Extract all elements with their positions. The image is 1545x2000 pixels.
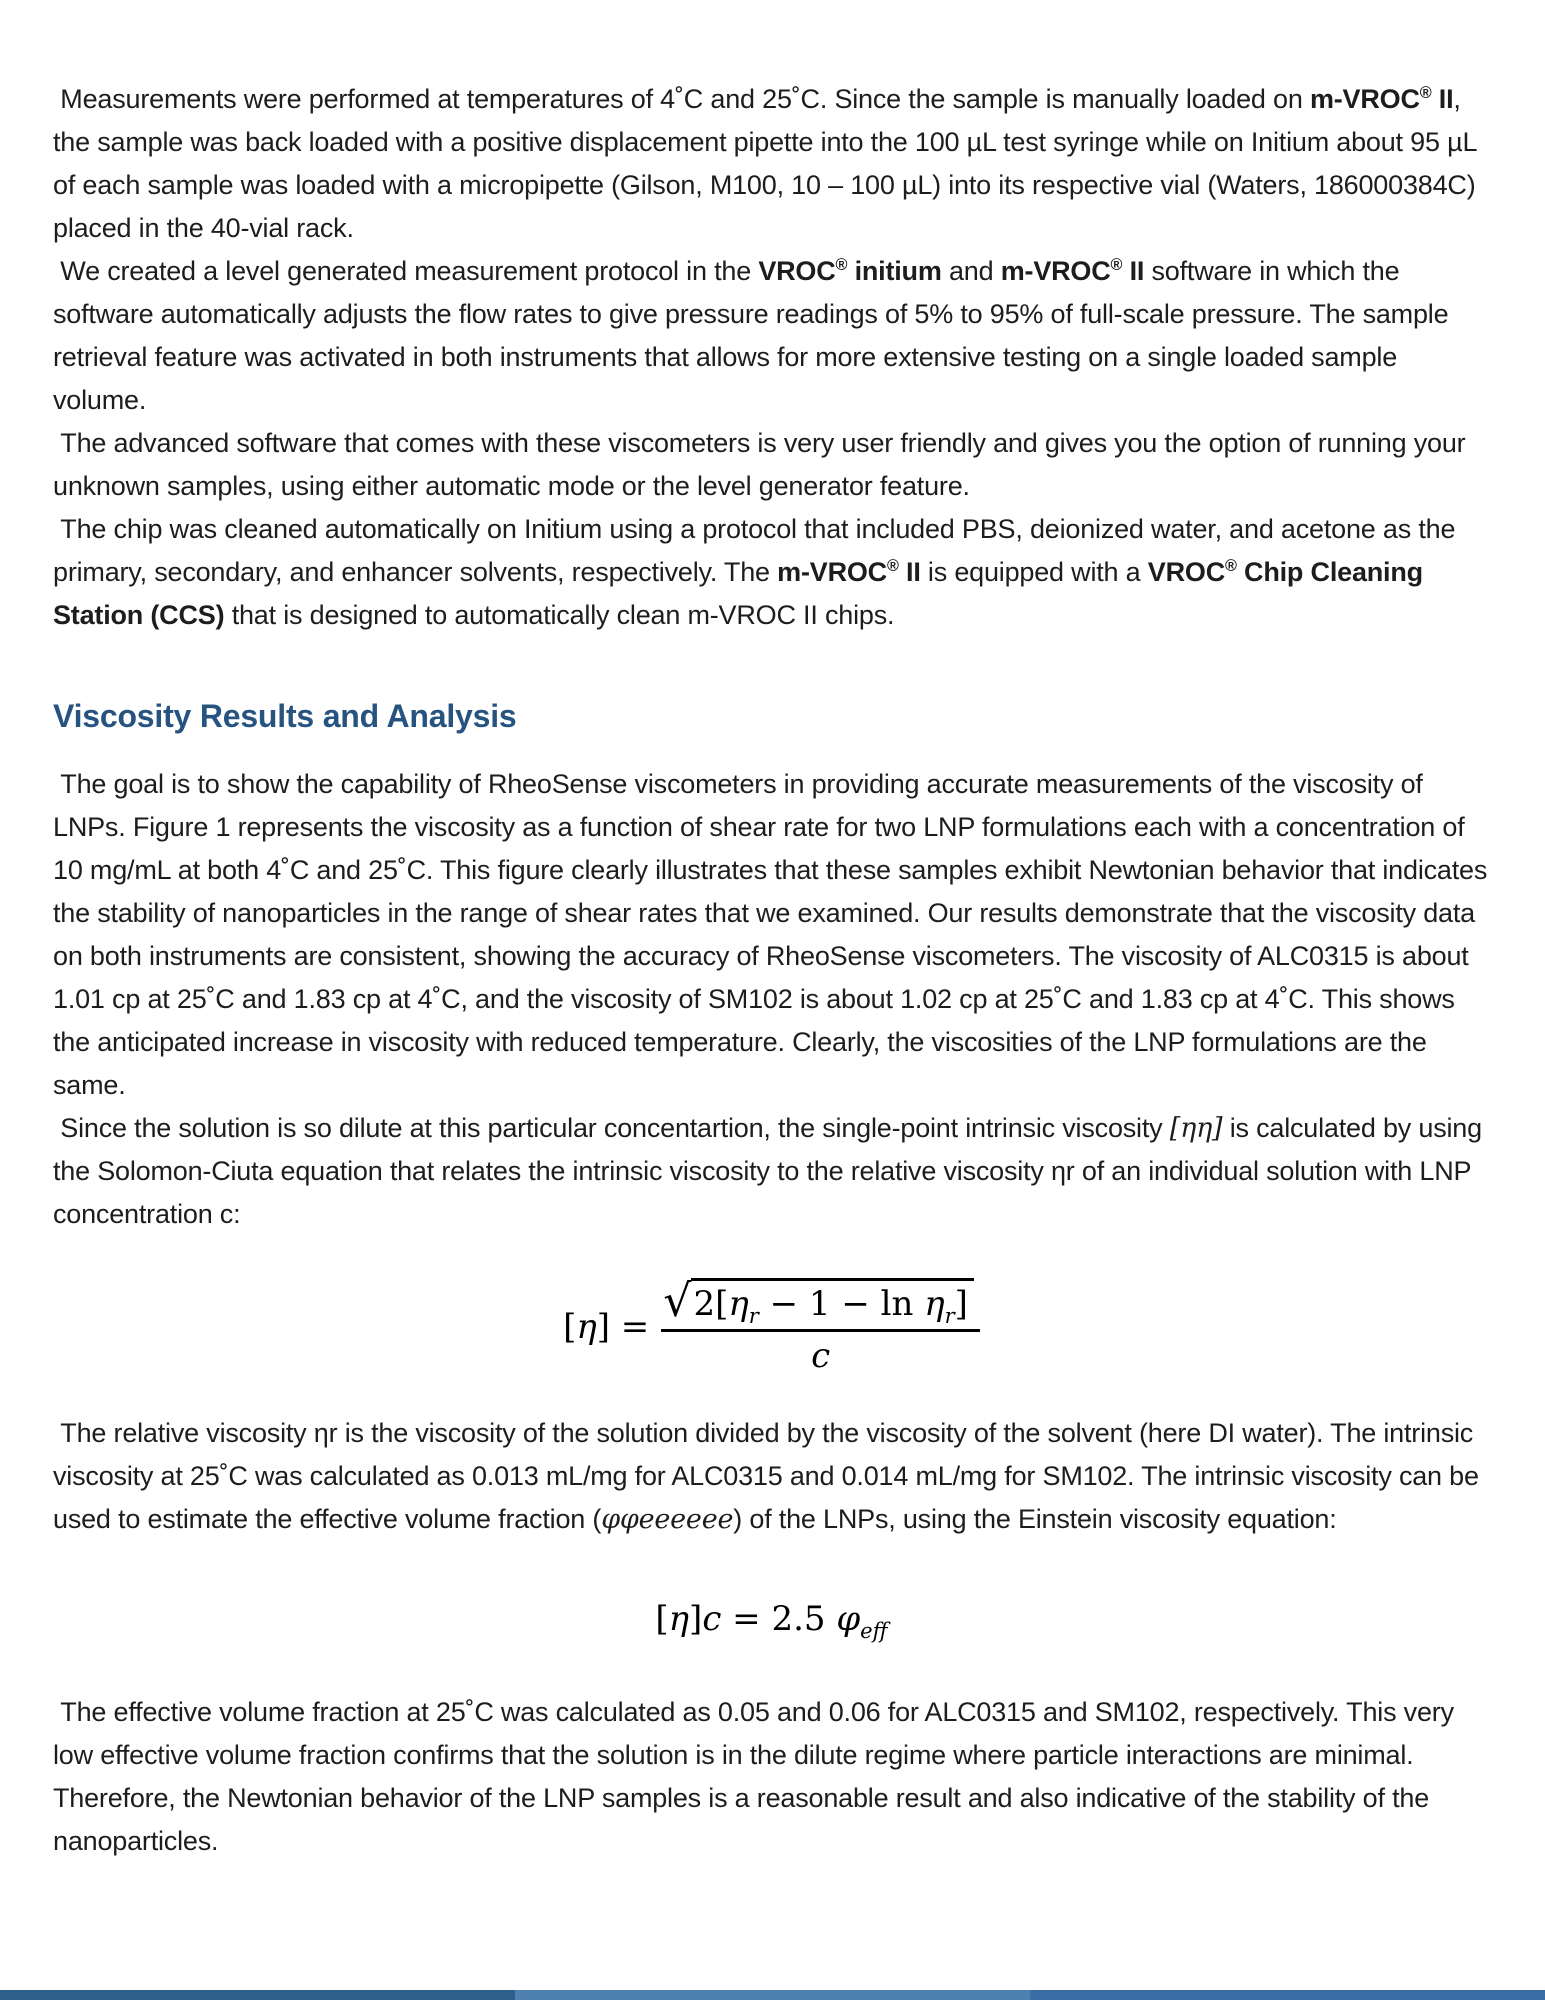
footer-accent-bar — [0, 1990, 1545, 2000]
equation-solomon-ciuta — [53, 1278, 1490, 1376]
equation-numerator — [661, 1278, 980, 1329]
equation-einstein: [η]c = 2.5 $\varphi_{eff}$ — [655, 1599, 888, 1643]
equation-denominator: c — [661, 1329, 980, 1376]
equation-left-hand-side: [η] = — [563, 1307, 650, 1347]
equation-radicand: $2[\eta_r - 1 - \ln \eta_r]$ — [691, 1278, 974, 1324]
footer-segment — [0, 1990, 515, 2000]
equation-fraction — [661, 1278, 980, 1376]
paragraph-dilute-solution: Since the solution is so dilute at this particular concentartion, the single-point intrinsic viscosity [ηη] is calculated by using the Solomon-Ciuta equation that relates the intrinsic viscosity to the relative viscosity ηr of an individual solution with LNP concentration c: — [53, 1113, 1482, 1229]
radical-sign: √ — [663, 1276, 692, 1328]
section-heading-viscosity-results: Viscosity Results and Analysis — [53, 698, 517, 734]
paragraph-chip-cleaning: The chip was cleaned automatically on Initium using a protocol that included PBS, deionized water, and acetone as the primary, secondary, and enhancer solvents, respectively. The m-VROC® II is equipped with a VROC® Chip Cleaning Station (CCS) that is designed to automatically clean m-VROC II chips. — [53, 514, 1456, 630]
paragraph-goal: The goal is to show the capability of RheoSense viscometers in providing accurate measurements of the viscosity of LNPs. Figure 1 represents the viscosity as a function of shear rate for two LNP formulations each with a concentration of 10 mg/mL at both 4˚C and 25˚C. This figure clearly illustrates that these samples exhibit Newtonian behavior that indicates the stability of nanoparticles in the range of shear rates that we examined. Our results demonstrate that the viscosity data on both instruments are consistent, showing the accuracy of RheoSense viscometers. The viscosity of ALC0315 is about 1.01 cp at 25˚C and 1.83 cp at 4˚C, and the viscosity of SM102 is about 1.02 cp at 25˚C and 1.83 cp at 4˚C. This shows the anticipated increase in viscosity with reduced temperature. Clearly, the viscosities of the LNP formulations are the same. — [53, 769, 1488, 1100]
paragraph-advanced-software: The advanced software that comes with these viscometers is very user friendly and gives you the option of running your unknown samples, using either automatic mode or the level generator feature. — [53, 428, 1466, 501]
paragraph-measurements: Measurements were performed at temperatures of 4˚C and 25˚C. Since the sample is manually loaded on m-VROC® II, the sample was back loaded with a positive displacement pipette into the 100 µL test syringe while on Initium about 95 µL of each sample was loaded with a micropipette (Gilson, M100, 10 – 100 µL) into its respective vial (Waters, 186000384C) placed in the 40-vial rack. — [53, 84, 1477, 243]
paragraph-relative-viscosity: The relative viscosity ηr is the viscosity of the solution divided by the viscosity of the solvent (here DI water). The intrinsic viscosity at 25˚C was calculated as 0.013 mL/mg for ALC0315 and 0.014 mL/mg for SM102. The intrinsic viscosity can be used to estimate the effective volume fraction (φφeeeeee) of the LNPs, using the Einstein viscosity equation: — [53, 1418, 1479, 1535]
footer-segment — [515, 1990, 1030, 2000]
paragraph-measurement-protocol: We created a level generated measurement protocol in the VROC® initium and m-VROC® II software in which the software automatically adjusts the flow rates to give pressure readings of 5% to 95% of full-scale pressure. The sample retrieval feature was activated in both instruments that allows for more extensive testing on a single loaded sample volume. — [53, 256, 1449, 415]
footer-segment — [1030, 1990, 1545, 2000]
paragraph-effective-volume-fraction: The effective volume fraction at 25˚C was calculated as 0.05 and 0.06 for ALC0315 and SM102, respectively. This very low effective volume fraction confirms that the solution is in the dilute regime where particle interactions are minimal. Therefore, the Newtonian behavior of the LNP samples is a reasonable result and also indicative of the stability of the nanoparticles. — [53, 1697, 1454, 1856]
